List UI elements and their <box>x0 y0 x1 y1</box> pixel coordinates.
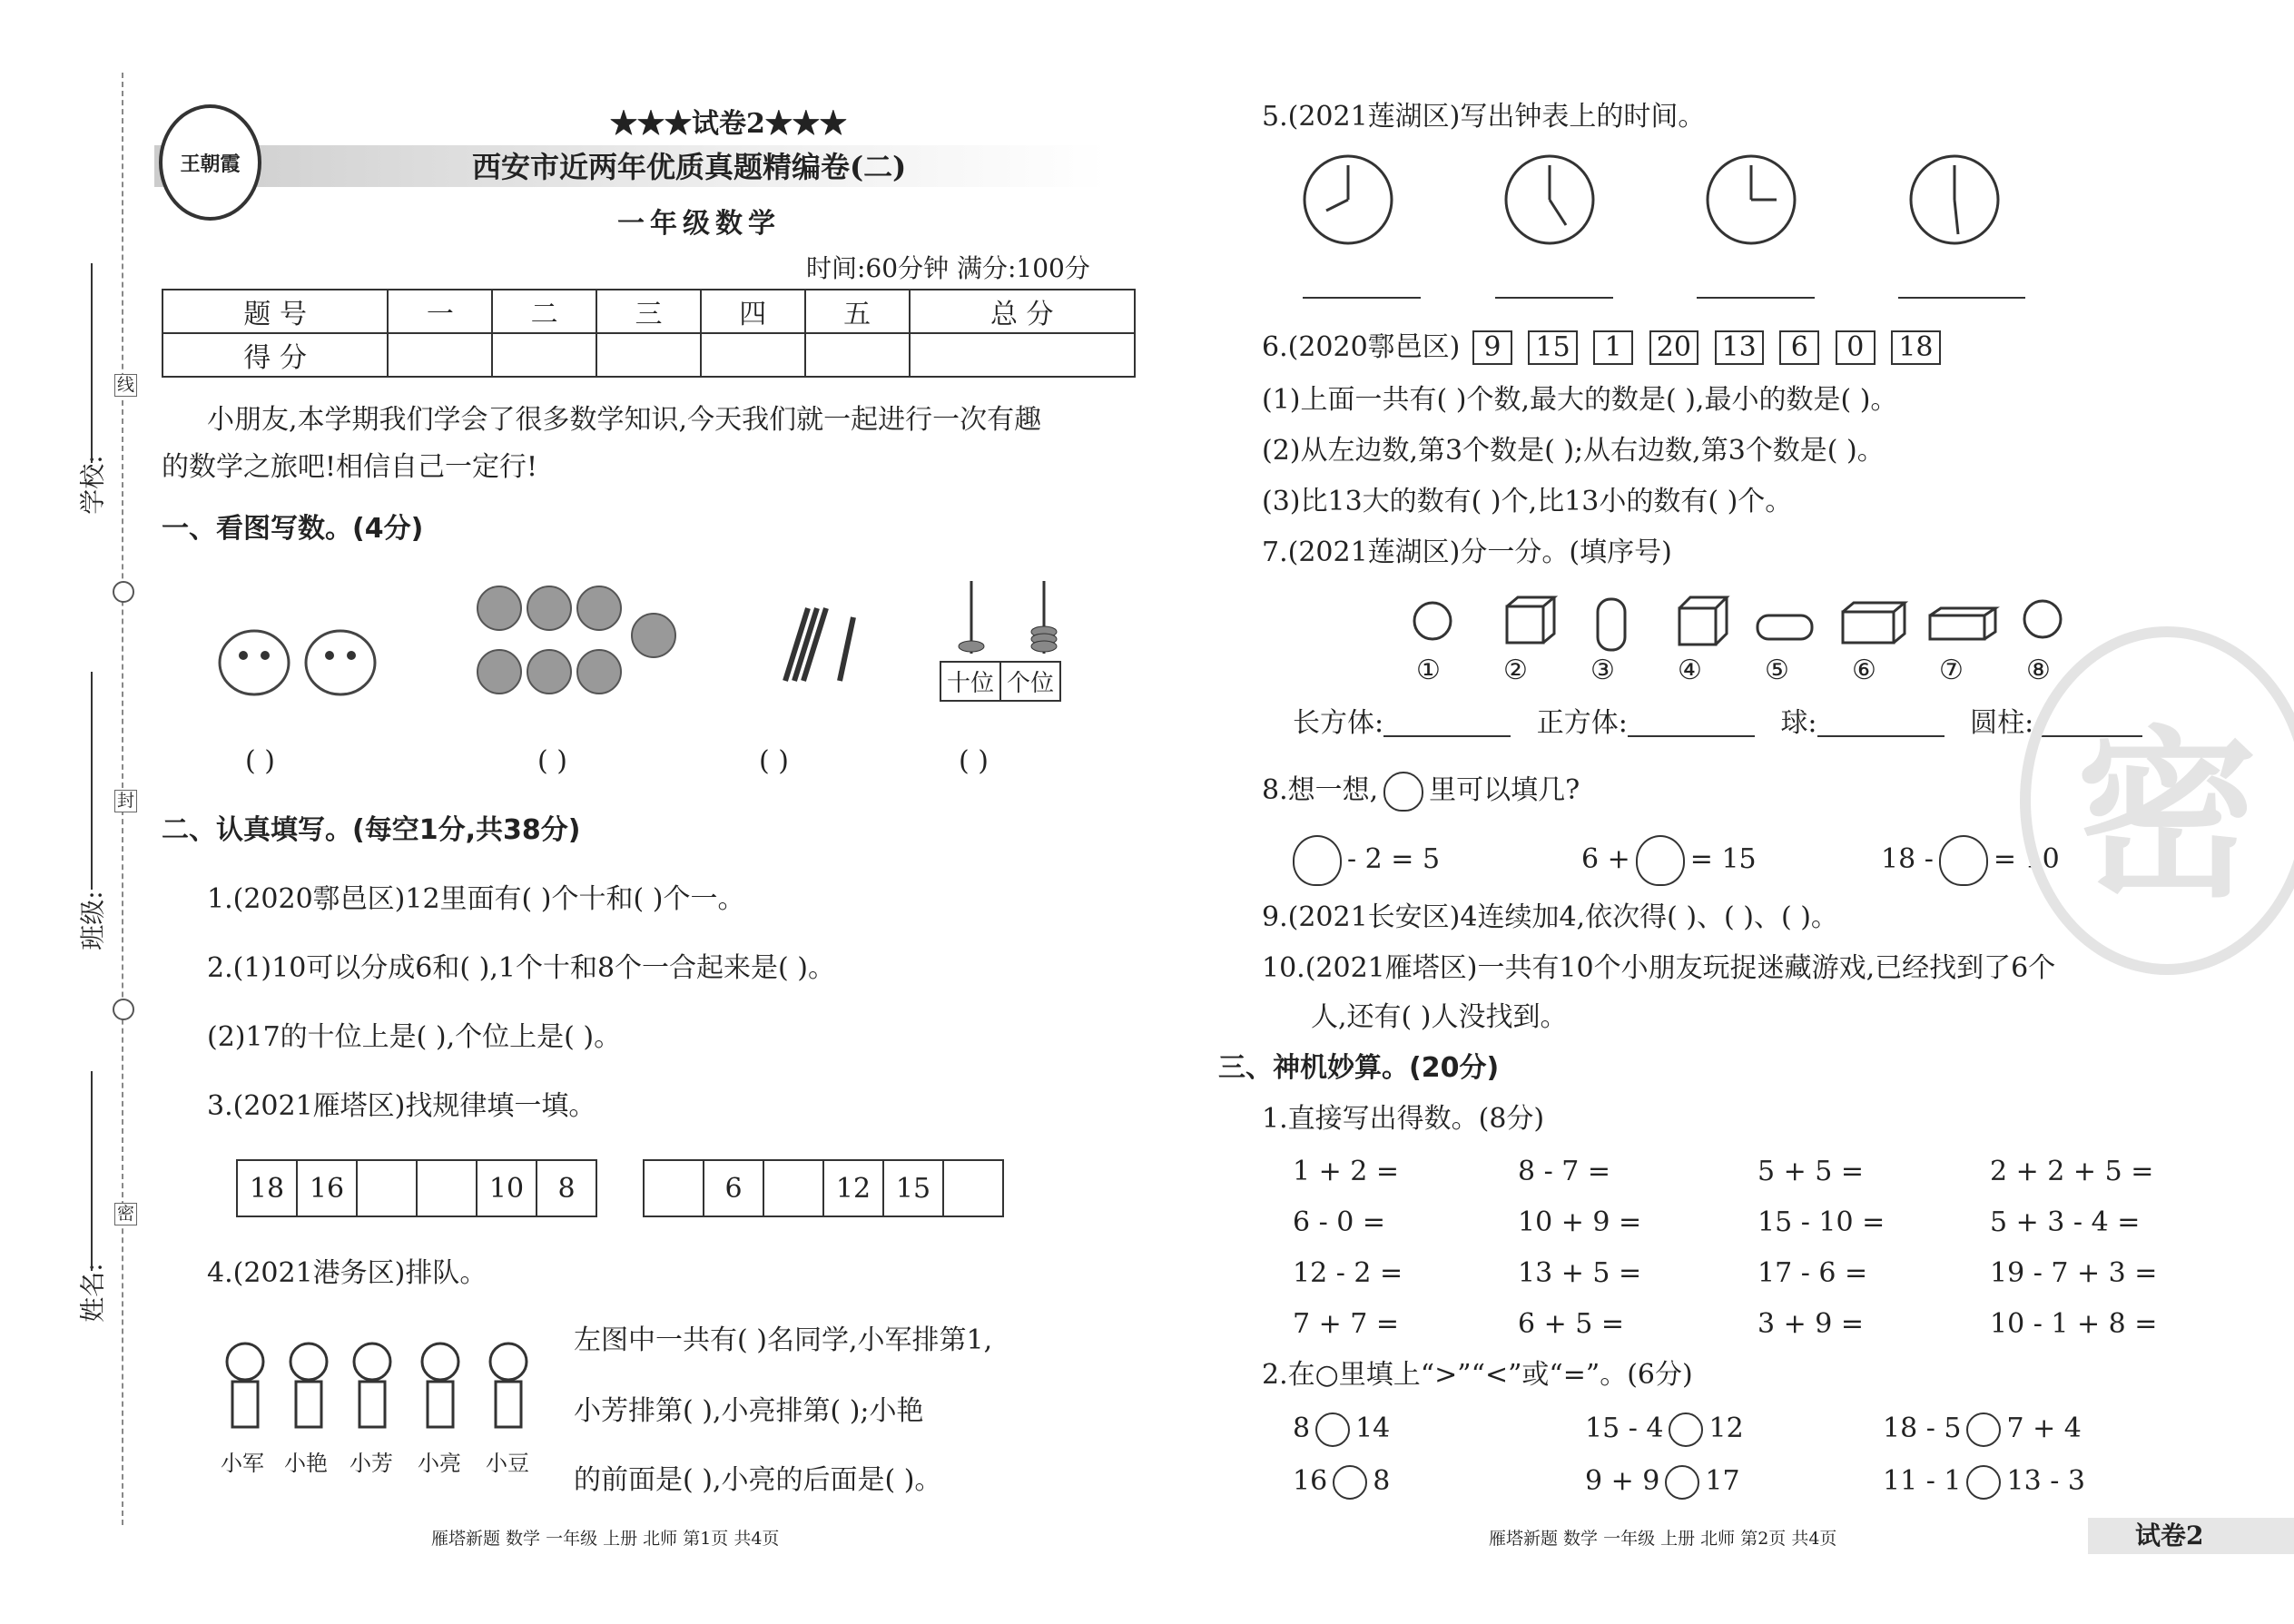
name-label: 姓名: <box>77 1263 108 1323</box>
section-title: 三、神机妙算。(20分) <box>1218 1052 1500 1084</box>
kittens-image <box>209 599 390 699</box>
shape-number: ④ <box>1678 655 1702 686</box>
sticks-image <box>767 599 858 690</box>
number-box: 1 <box>1593 330 1633 365</box>
question: 的前面是( ),小亮的后面是( )。 <box>574 1464 942 1496</box>
calc-item: 1 + 2 = <box>1293 1156 1400 1187</box>
number-box: 18 <box>1891 330 1940 365</box>
question: 左图中一共有( )名同学,小军排第1, <box>574 1324 993 1356</box>
category-label: 正方体: <box>1536 707 1628 739</box>
answer-blank[interactable]: ( ) <box>245 745 275 777</box>
question: 2.在○里填上“>”“<”或“=”。(6分) <box>1262 1359 1693 1391</box>
compare-circle[interactable] <box>1966 1412 2001 1447</box>
number-box: 0 <box>1836 330 1876 365</box>
compare-item: 8 14 <box>1293 1412 1390 1447</box>
question-8: 8.想一想, 里可以填几? <box>1262 772 1580 812</box>
category-row <box>1293 707 2142 739</box>
shape-number: ① <box>1416 655 1441 686</box>
section-title: 二、认真填写。(每空1分,共38分) <box>162 814 581 846</box>
calc-item: 7 + 7 = <box>1293 1308 1400 1340</box>
question: 4.(2021港务区)排队。 <box>207 1257 487 1289</box>
compare-circle[interactable] <box>1665 1465 1699 1500</box>
table-header: 总 分 <box>910 290 1135 333</box>
abacus-labels <box>940 661 1061 702</box>
secret-mark: 密 <box>114 1203 137 1225</box>
question: 人,还有( )人没找到。 <box>1311 1001 1568 1033</box>
footer-right: 雁塔新题 数学 一年级 上册 北师 第2页 共4页 <box>1489 1529 1837 1549</box>
line-mark: 线 <box>114 374 137 397</box>
compare-circle[interactable] <box>1315 1412 1350 1447</box>
calc-item: 13 + 5 = <box>1518 1257 1642 1289</box>
class-label: 班级: <box>77 891 108 950</box>
table-header: 三 <box>596 290 701 333</box>
compare-item: 15 - 4 12 <box>1585 1412 1744 1447</box>
question: (2)从左边数,第3个数是( );从右边数,第3个数是( )。 <box>1262 435 1885 467</box>
seq-cell: 16 <box>297 1160 357 1216</box>
question: 2.(1)10可以分成6和( ),1个十和8个一合起来是( )。 <box>207 952 835 984</box>
subject-title: 一年级数学 <box>617 208 781 240</box>
calc-item: 15 - 10 = <box>1757 1206 1885 1238</box>
name-line <box>91 1071 93 1271</box>
score-cell[interactable] <box>492 333 596 377</box>
question: (3)比13大的数有( )个,比13小的数有( )个。 <box>1262 486 1793 517</box>
compare-item: 11 - 1 13 - 3 <box>1883 1465 2085 1500</box>
kid-name: 小艳 <box>284 1451 328 1476</box>
kids-image <box>218 1334 554 1452</box>
trees-image <box>472 581 690 717</box>
compare-item: 18 - 5 7 + 4 <box>1883 1412 2082 1447</box>
kid-name: 小豆 <box>486 1451 529 1476</box>
shape-number: ⑦ <box>1939 655 1964 686</box>
equation: 6 + = 15 <box>1581 835 1757 886</box>
compare-circle[interactable] <box>1966 1465 2001 1500</box>
seq-cell[interactable] <box>644 1160 704 1216</box>
calc-item: 6 - 0 = <box>1293 1206 1386 1238</box>
school-line <box>91 263 93 463</box>
binding-margin <box>0 0 145 1624</box>
row-label: 得 分 <box>162 333 388 377</box>
calc-item: 19 - 7 + 3 = <box>1990 1257 2158 1289</box>
calc-item: 12 - 2 = <box>1293 1257 1403 1289</box>
page-title: 西安市近两年优质真题精编卷(二) <box>472 150 907 184</box>
calc-item: 5 + 5 = <box>1757 1156 1865 1187</box>
question: (2)17的十位上是( ),个位上是( )。 <box>207 1021 622 1053</box>
sequence-table-2 <box>643 1159 1004 1217</box>
leaf-blank[interactable] <box>1636 835 1685 886</box>
category-blank[interactable] <box>1817 712 1944 737</box>
seq-cell[interactable] <box>357 1160 417 1216</box>
calc-item: 10 - 1 + 8 = <box>1990 1308 2158 1340</box>
section-title: 一、看图写数。(4分) <box>162 513 424 545</box>
score-table <box>162 289 1136 378</box>
seq-cell[interactable] <box>763 1160 823 1216</box>
calc-item: 8 - 7 = <box>1518 1156 1611 1187</box>
question-6: 6.(2020鄠邑区) 9 15 1 20 13 6 0 18 <box>1262 330 1944 365</box>
score-cell[interactable] <box>910 333 1135 377</box>
series-label: ★★★试卷2★★★ <box>610 108 847 140</box>
answer-blank[interactable]: ( ) <box>537 745 567 777</box>
seq-cell[interactable] <box>943 1160 1003 1216</box>
abacus-image <box>940 581 1085 654</box>
equation: 18 - = 10 <box>1881 835 2060 886</box>
number-box: 9 <box>1472 330 1512 365</box>
seq-cell: 18 <box>237 1160 297 1216</box>
seq-cell: 15 <box>883 1160 943 1216</box>
equation: - 2 = 5 <box>1287 835 1440 886</box>
clocks-image <box>1303 153 2047 307</box>
calc-item: 5 + 3 - 4 = <box>1990 1206 2141 1238</box>
answer-blank[interactable]: ( ) <box>959 745 989 777</box>
question: 5.(2021莲湖区)写出钟表上的时间。 <box>1262 101 1706 133</box>
school-label: 学校: <box>77 455 108 515</box>
time-info: 时间:60分钟 满分:100分 <box>806 253 1090 283</box>
category-label: 球: <box>1780 707 1817 739</box>
number-box: 6 <box>1779 330 1819 365</box>
leaf-blank[interactable] <box>1293 835 1342 886</box>
score-cell[interactable] <box>596 333 701 377</box>
question: 1.直接写出得数。(8分) <box>1262 1103 1545 1135</box>
category-blank[interactable] <box>1628 712 1755 737</box>
number-box: 20 <box>1649 330 1698 365</box>
question: 1.(2020鄠邑区)12里面有( )个十和( )个一。 <box>207 883 745 915</box>
kid-name: 小军 <box>221 1451 264 1476</box>
compare-item: 9 + 9 17 <box>1585 1465 1740 1500</box>
footer-left: 雁塔新题 数学 一年级 上册 北师 第1页 共4页 <box>431 1529 780 1549</box>
score-cell[interactable] <box>805 333 910 377</box>
leaf-blank[interactable] <box>1939 835 1988 886</box>
seq-cell: 6 <box>704 1160 763 1216</box>
brand-logo: 王朝霞 <box>159 104 261 221</box>
calc-item: 10 + 9 = <box>1518 1206 1642 1238</box>
compare-circle[interactable] <box>1669 1412 1703 1447</box>
number-box: 13 <box>1715 330 1764 365</box>
secret-watermark: 密 <box>2020 626 2294 975</box>
score-cell[interactable] <box>701 333 805 377</box>
shape-number: ③ <box>1590 655 1615 686</box>
calc-item: 6 + 5 = <box>1518 1308 1625 1340</box>
table-header: 一 <box>388 290 492 333</box>
scissor-icon <box>113 999 134 1020</box>
seq-cell: 12 <box>823 1160 883 1216</box>
category-blank[interactable] <box>1383 712 1511 737</box>
ones-label: 个位 <box>1007 670 1055 697</box>
calc-item: 2 + 2 + 5 = <box>1990 1156 2154 1187</box>
intro-line: 的数学之旅吧!相信自己一定行! <box>162 451 538 483</box>
table-header: 题 号 <box>162 290 388 333</box>
question: 7.(2021莲湖区)分一分。(填序号) <box>1262 536 1672 568</box>
class-line <box>91 672 93 890</box>
scissor-icon <box>113 581 134 603</box>
table-header: 五 <box>805 290 910 333</box>
table-header: 四 <box>701 290 805 333</box>
question: 9.(2021长安区)4连续加4,依次得( )、( )、( )。 <box>1262 901 1838 933</box>
seal-mark: 封 <box>114 790 137 812</box>
question: (1)上面一共有( )个数,最大的数是( ),最小的数是( )。 <box>1262 384 1898 416</box>
seq-cell: 8 <box>537 1160 596 1216</box>
kid-name: 小亮 <box>418 1451 461 1476</box>
category-label: 长方体: <box>1293 707 1384 739</box>
shape-number: ⑤ <box>1765 655 1789 686</box>
number-box: 15 <box>1528 330 1577 365</box>
question: 3.(2021雁塔区)找规律填一填。 <box>207 1090 596 1122</box>
category-label: 圆柱: <box>1970 707 2034 739</box>
kid-name: 小芳 <box>350 1451 393 1476</box>
shape-number: ② <box>1503 655 1528 686</box>
tens-label: 十位 <box>941 663 1001 700</box>
question: 10.(2021雁塔区)一共有10个小朋友玩捉迷藏游戏,已经找到了6个 <box>1262 952 2056 984</box>
shape-number: ⑥ <box>1852 655 1876 686</box>
leaf-icon <box>1383 772 1423 812</box>
table-header: 二 <box>492 290 596 333</box>
shape-number: ⑧ <box>2026 655 2051 686</box>
compare-item: 16 8 <box>1293 1465 1390 1500</box>
intro-line: 小朋友,本学期我们学会了很多数学知识,今天我们就一起进行一次有趣 <box>207 404 1042 436</box>
answer-blank[interactable]: ( ) <box>759 745 789 777</box>
score-cell[interactable] <box>388 333 492 377</box>
seq-cell[interactable] <box>417 1160 477 1216</box>
sequence-table-1 <box>236 1159 597 1217</box>
seq-cell: 10 <box>477 1160 537 1216</box>
compare-circle[interactable] <box>1333 1465 1367 1500</box>
question: 小芳排第( ),小亮排第( );小艳 <box>574 1395 924 1427</box>
calc-item: 17 - 6 = <box>1757 1257 1868 1289</box>
calc-item: 3 + 9 = <box>1757 1308 1865 1340</box>
footer-tag: 试卷2 <box>2135 1521 2204 1550</box>
